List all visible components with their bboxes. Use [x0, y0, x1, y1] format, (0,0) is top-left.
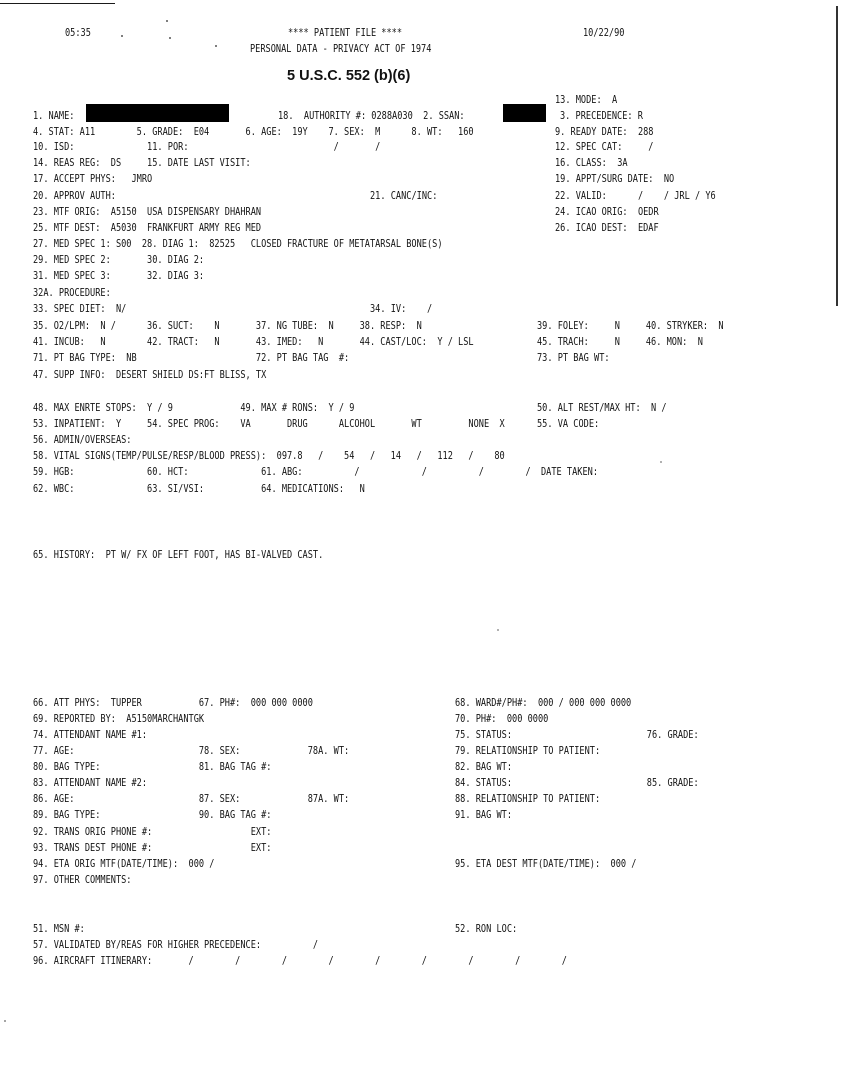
row-incub: 41. INCUB: N 42. TRACT: N 43. IMED: N 44. CAST/LOC: Y / LSL — [33, 336, 474, 348]
row-aircraft-itinerary: 96. AIRCRAFT ITINERARY: / / / / / / / / / — [33, 955, 567, 967]
row-med-spec-1: 27. MED SPEC 1: S00 28. DIAG 1: 82525 CLOSED FRACTURE OF METATARSAL BONE(S) — [33, 238, 443, 250]
row-o2: 35. O2/LPM: N / 36. SUCT: N 37. NG TUBE: N 38. RESP: N — [33, 320, 422, 332]
row-vital-signs: 58. VITAL SIGNS(TEMP/PULSE/RESP/BLOOD PRESS): 097.8 / 54 / 14 / 112 / 80 — [33, 450, 505, 462]
print-date: 10/22/90 — [583, 27, 625, 39]
row-max-enrte: 48. MAX ENRTE STOPS: Y / 9 49. MAX # RONS: Y / 9 — [33, 402, 355, 414]
scan-speck — [121, 35, 123, 37]
field-foley-stryker: 39. FOLEY: N 40. STRYKER: N — [537, 320, 724, 332]
row-history: 65. HISTORY: PT W/ FX OF LEFT FOOT, HAS BI-VALVED CAST. — [33, 549, 324, 561]
exemption-stamp: 5 U.S.C. 552 (b)(6) — [287, 68, 411, 84]
field-authority-ssan: 18. AUTHORITY #: 0288A030 2. SSAN: — [278, 110, 465, 122]
field-icao-dest: 26. ICAO DEST: EDAF — [555, 222, 659, 234]
field-canc-inc: 21. CANC/INC: — [370, 190, 438, 202]
row-trans-orig-phone: 92. TRANS ORIG PHONE #: EXT: — [33, 826, 272, 838]
row-accept-phys: 17. ACCEPT PHYS: JMRO — [33, 173, 153, 185]
row-med-spec-2: 29. MED SPEC 2: 30. DIAG 2: — [33, 254, 205, 266]
field-name: 1. NAME: — [33, 110, 75, 122]
field-precedence: 3. PRECEDENCE: R — [560, 110, 643, 122]
field-mode: 13. MODE: A — [555, 94, 618, 106]
row-mtf-orig: 23. MTF ORIG: A5150 USA DISPENSARY DHAHRAN — [33, 206, 262, 218]
row-spec-diet: 33. SPEC DIET: N/ — [33, 303, 127, 315]
row-other-comments: 97. OTHER COMMENTS: — [33, 874, 132, 886]
row-inpatient: 53. INPATIENT: Y 54. SPEC PROG: VA DRUG ALCOHOL WT NONE X — [33, 418, 505, 430]
row-procedure: 32A. PROCEDURE: — [33, 287, 111, 299]
field-bag-wt-1: 82. BAG WT: — [455, 761, 513, 773]
row-pt-bag: 71. PT BAG TYPE: NB 72. PT BAG TAG #: — [33, 352, 350, 364]
scan-speck — [660, 461, 662, 463]
field-va-code: 55. VA CODE: — [537, 418, 600, 430]
row-attendant-2: 83. ATTENDANT NAME #2: — [33, 777, 148, 789]
field-status-1: 75. STATUS: 76. GRADE: — [455, 729, 699, 741]
field-iv: 34. IV: / — [370, 303, 433, 315]
field-ron-loc: 52. RON LOC: — [455, 923, 518, 935]
field-relationship-1: 79. RELATIONSHIP TO PATIENT: — [455, 745, 601, 757]
field-bag-wt-2: 91. BAG WT: — [455, 809, 513, 821]
scan-speck — [497, 629, 499, 631]
name-redaction — [86, 104, 229, 122]
row-approv-auth: 20. APPROV AUTH: — [33, 190, 116, 202]
field-status-2: 84. STATUS: 85. GRADE: — [455, 777, 699, 789]
field-eta-dest: 95. ETA DEST MTF(DATE/TIME): 000 / — [455, 858, 637, 870]
field-alt-rest: 50. ALT REST/MAX HT: N / — [537, 402, 667, 414]
row-mtf-dest: 25. MTF DEST: A5030 FRANKFURT ARMY REG MED — [33, 222, 262, 234]
row-hgb: 59. HGB: 60. HCT: 61. ABG: / / / / DATE TAKEN: — [33, 466, 599, 478]
row-att-phys: 66. ATT PHYS: TUPPER 67. PH#: 000 000 0000 — [33, 697, 313, 709]
field-ph: 70. PH#: 000 0000 — [455, 713, 549, 725]
field-relationship-2: 88. RELATIONSHIP TO PATIENT: — [455, 793, 601, 805]
top-rule — [0, 3, 115, 4]
row-attendant-1: 74. ATTENDANT NAME #1: — [33, 729, 148, 741]
page-subtitle: PERSONAL DATA - PRIVACY ACT OF 1974 — [250, 43, 432, 55]
row-med-spec-3: 31. MED SPEC 3: 32. DIAG 3: — [33, 270, 205, 282]
field-class: 16. CLASS: 3A — [555, 157, 628, 169]
scan-speck — [169, 37, 171, 39]
field-ward-ph: 68. WARD#/PH#: 000 / 000 000 0000 — [455, 697, 632, 709]
row-supp-info: 47. SUPP INFO: DESERT SHIELD DS:FT BLISS, TX — [33, 369, 267, 381]
scan-speck — [215, 45, 217, 47]
field-valid: 22. VALID: / / JRL / Y6 — [555, 190, 716, 202]
row-age-2: 86. AGE: 87. SEX: 87A. WT: — [33, 793, 350, 805]
row-msn: 51. MSN #: — [33, 923, 85, 935]
ssan-redaction — [503, 104, 546, 122]
field-appt-surg: 19. APPT/SURG DATE: NO — [555, 173, 675, 185]
row-stat: 4. STAT: A11 5. GRADE: E04 6. AGE: 19Y 7. SEX: M 8. WT: 160 — [33, 126, 474, 138]
row-isd: 10. ISD: 11. POR: / / — [33, 141, 381, 153]
print-time: 05:35 — [65, 27, 91, 39]
row-validated-by: 57. VALIDATED BY/REAS FOR HIGHER PRECEDENCE: / — [33, 939, 319, 951]
field-spec-cat: 12. SPEC CAT: / — [555, 141, 654, 153]
page-title: **** PATIENT FILE **** — [288, 27, 403, 39]
row-eta-orig: 94. ETA ORIG MTF(DATE/TIME): 000 / — [33, 858, 215, 870]
field-pt-bag-wt: 73. PT BAG WT: — [537, 352, 610, 364]
row-admin-overseas: 56. ADMIN/OVERSEAS: — [33, 434, 132, 446]
row-bag-type-1: 80. BAG TYPE: 81. BAG TAG #: — [33, 761, 272, 773]
row-trans-dest-phone: 93. TRANS DEST PHONE #: EXT: — [33, 842, 272, 854]
row-reported-by: 69. REPORTED BY: A5150MARCHANTGK — [33, 713, 205, 725]
right-edge-rule — [836, 6, 838, 306]
field-icao-orig: 24. ICAO ORIG: OEDR — [555, 206, 659, 218]
scan-speck — [4, 1020, 6, 1022]
row-bag-type-2: 89. BAG TYPE: 90. BAG TAG #: — [33, 809, 272, 821]
field-trach-mon: 45. TRACH: N 46. MON: N — [537, 336, 703, 348]
scan-speck — [166, 20, 168, 22]
field-ready-date: 9. READY DATE: 288 — [555, 126, 654, 138]
row-reas-reg: 14. REAS REG: DS 15. DATE LAST VISIT: — [33, 157, 251, 169]
row-wbc: 62. WBC: 63. SI/VSI: 64. MEDICATIONS: N — [33, 483, 365, 495]
row-age-1: 77. AGE: 78. SEX: 78A. WT: — [33, 745, 350, 757]
